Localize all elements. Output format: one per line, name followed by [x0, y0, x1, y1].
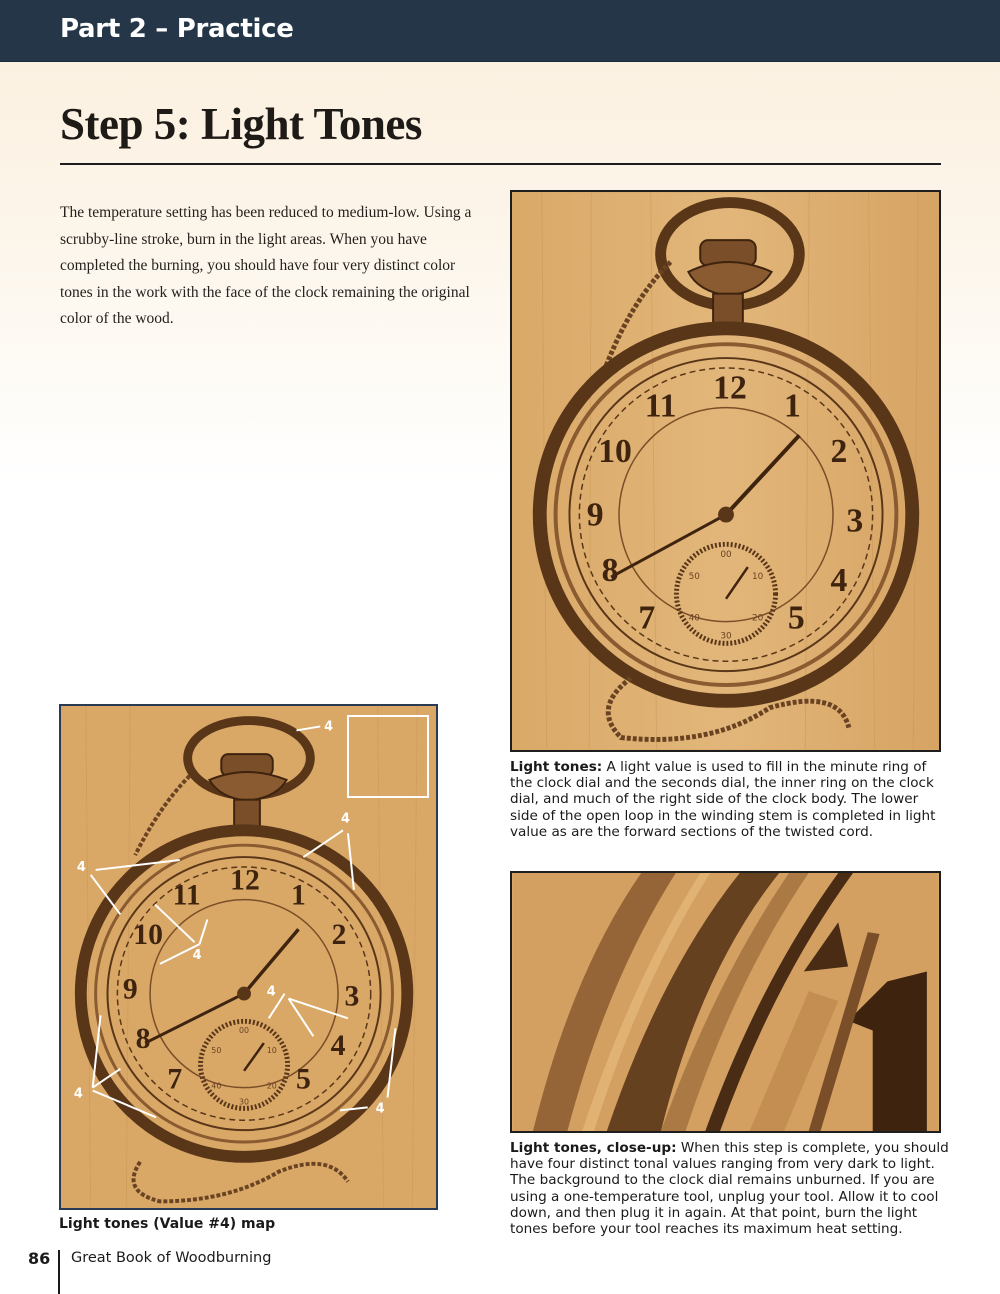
svg-text:12: 12: [230, 864, 260, 897]
svg-text:1: 1: [291, 879, 306, 912]
svg-text:7: 7: [638, 599, 656, 637]
svg-text:4: 4: [375, 1101, 385, 1117]
svg-text:11: 11: [172, 879, 201, 912]
value-map-caption: Light tones (Value #4) map: [59, 1216, 276, 1232]
svg-text:3: 3: [846, 502, 864, 540]
pocket-watch-photo: [510, 190, 941, 752]
svg-text:50: 50: [211, 1045, 222, 1055]
svg-text:4: 4: [266, 984, 276, 1000]
svg-text:30: 30: [720, 631, 732, 642]
svg-text:11: 11: [644, 387, 677, 425]
svg-text:12: 12: [713, 369, 747, 407]
svg-text:9: 9: [586, 496, 604, 534]
pocket-watch-illustration: [512, 192, 939, 750]
caption-heading: Light tones:: [510, 759, 603, 775]
svg-text:20: 20: [752, 613, 764, 624]
svg-text:00: 00: [239, 1026, 250, 1036]
section-label: Part 2 – Practice: [60, 14, 294, 44]
closeup-photo: [510, 871, 941, 1133]
section-header-band: [0, 0, 1000, 62]
closeup-caption: [510, 1140, 950, 1237]
svg-text:4: 4: [73, 1086, 83, 1102]
value-map-photo: [59, 704, 438, 1210]
svg-text:4: 4: [76, 859, 86, 875]
caption-body: A light value is used to fill in the minute ring of the clock dial and the seconds dial, the inner ring on the clock dial, and much of the right side of the clock body. The lower side of the open loop in the winding stem is completed in light value as are the forward sections of the twisted cord.: [510, 759, 936, 840]
svg-text:3: 3: [344, 980, 360, 1013]
svg-text:30: 30: [239, 1097, 250, 1107]
svg-text:20: 20: [266, 1081, 277, 1091]
page-number: 86: [28, 1249, 51, 1268]
page-title: Step 5: Light Tones: [60, 99, 422, 149]
main-photo-caption: [510, 759, 950, 840]
svg-text:4: 4: [330, 1029, 346, 1062]
caption-body: When this step is complete, you should have four distinct tonal values ranging from very dark to light. The background to the clock dial remains unburned. If you are using a one-temperature tool, unplug your tool. Allow it to cool down, and then plug it in again. At that point, burn the light tones before your tool reaches its maximum heat setting.: [510, 1140, 949, 1238]
svg-text:40: 40: [211, 1081, 222, 1091]
closeup-inset-frame: [347, 715, 429, 798]
book-title: Great Book of Woodburning: [71, 1250, 272, 1266]
svg-text:2: 2: [830, 433, 848, 471]
svg-text:5: 5: [295, 1063, 311, 1096]
svg-text:4: 4: [324, 719, 334, 735]
svg-text:4: 4: [830, 561, 848, 599]
svg-text:8: 8: [601, 551, 619, 589]
svg-text:40: 40: [688, 613, 700, 624]
caption-heading: Light tones, close-up:: [510, 1140, 677, 1156]
svg-text:1: 1: [783, 387, 801, 425]
svg-text:9: 9: [122, 973, 138, 1006]
svg-text:4: 4: [341, 811, 350, 827]
svg-text:2: 2: [331, 919, 347, 952]
svg-text:10: 10: [598, 433, 632, 471]
svg-text:4: 4: [192, 947, 202, 963]
svg-text:8: 8: [135, 1023, 151, 1056]
intro-paragraph: The temperature setting has been reduced to medium-low. Using a scrubby-line stroke, burn in the light areas. When you have completed the burning, you should have four very distinct color tones in the work with the face of the clock remaining the original color of the wood.: [60, 204, 472, 327]
footer-divider: [58, 1250, 60, 1294]
svg-text:10: 10: [752, 571, 764, 582]
svg-text:00: 00: [720, 550, 732, 561]
svg-text:10: 10: [266, 1045, 277, 1055]
svg-text:10: 10: [133, 919, 163, 952]
closeup-rim-illustration: [512, 873, 939, 1131]
title-divider: [60, 163, 941, 165]
svg-text:7: 7: [167, 1063, 183, 1096]
svg-text:5: 5: [787, 599, 805, 637]
svg-text:50: 50: [688, 571, 700, 582]
